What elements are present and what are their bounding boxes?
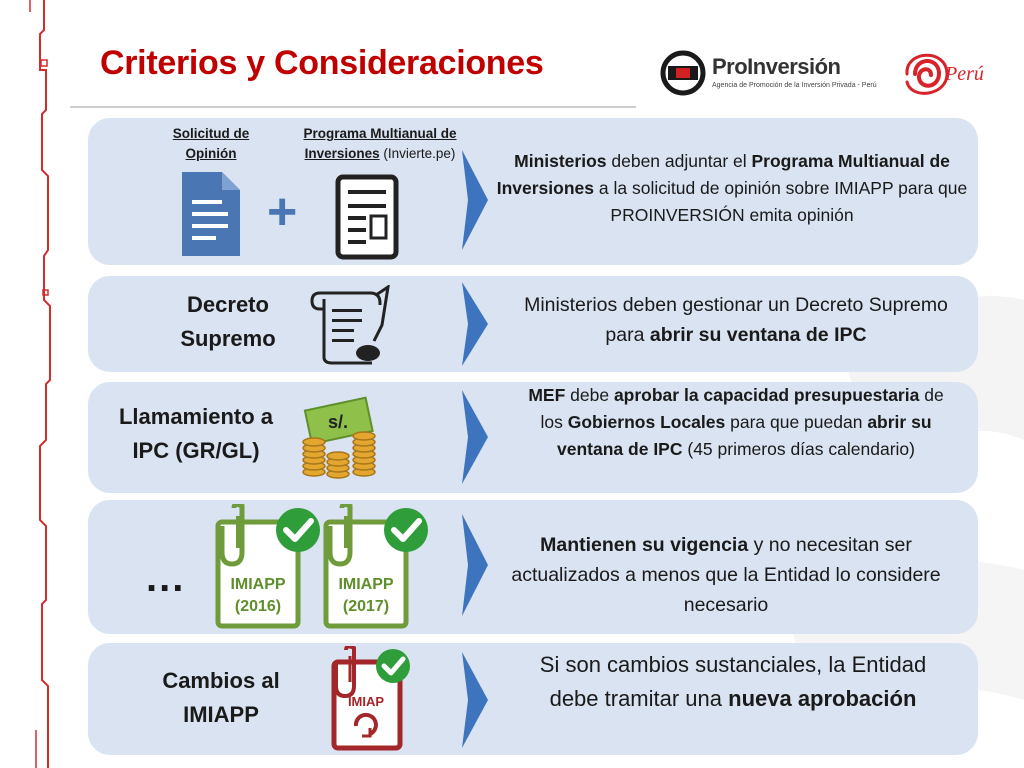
description-segment: (45 primeros días calendario) — [682, 439, 915, 459]
description-segment: debe — [565, 385, 614, 405]
chevron-right-icon — [462, 150, 488, 250]
ellipsis-label: ... — [146, 556, 186, 600]
row4-description — [500, 530, 952, 620]
description-segment: Ministerios deben gestionar un Decreto Supremo para — [524, 294, 948, 346]
chevron-right-icon — [462, 282, 488, 366]
description-segment: nueva aprobación — [728, 686, 917, 711]
imiapp-2017-year: (2017) — [342, 598, 390, 615]
description-segment: de los — [540, 385, 944, 432]
programa-multianual-label: Programa Multianual de Inversiones (Invierte.pe) — [303, 126, 457, 161]
peru-brand-logo — [893, 44, 988, 104]
description-segment: aprobar la capacidad presupuestaria — [613, 385, 920, 405]
description-segment: Ministerios — [514, 151, 607, 171]
description-segment: Gobiernos Locales — [567, 412, 726, 432]
row3-description — [516, 382, 956, 463]
row5-description — [530, 648, 936, 716]
llamamiento-ipc-label: Llamamiento a IPC (GR/GL) — [118, 404, 274, 463]
imiapp-2016-name: IMIAPP — [230, 576, 286, 593]
description-segment: y no necesitan ser actualizados a menos que la Entidad lo considere necesario — [511, 534, 941, 616]
proinversion-logo-tagline: Agencia de Promoción de la Inversión Privada - Perú — [712, 82, 877, 89]
cambios-imiapp-label: Cambios al IMIAPP — [162, 668, 280, 727]
imiapp-2017-name: IMIAPP — [338, 576, 394, 593]
description-segment: abrir su ventana de IPC — [557, 412, 932, 459]
chevron-right-icon — [462, 514, 488, 616]
money-symbol: s/. — [328, 412, 349, 432]
description-segment: Si son cambios sustanciales, la Entidad debe tramitar una — [539, 652, 927, 711]
title-divider — [70, 106, 636, 108]
document-icon — [180, 170, 242, 258]
peru-logo-text: Perú — [945, 63, 984, 85]
page-title: Criterios y Consideraciones — [100, 44, 544, 82]
description-segment: MEF — [528, 385, 566, 405]
imiapp-2016-year: (2016) — [234, 598, 282, 615]
row1-description — [494, 148, 970, 229]
proinversion-logo — [660, 50, 877, 96]
description-segment: abrir su ventana de IPC — [649, 324, 867, 346]
decreto-supremo-label: Decreto Supremo — [180, 292, 276, 351]
row2-description — [520, 290, 952, 350]
imiapp-2017-label — [326, 574, 406, 618]
description-segment: a la solicitud de opinión sobre IMIAPP para que PROINVERSIÓN emita opinión — [594, 178, 968, 225]
imiap-clip-label: IMIAP — [347, 694, 385, 709]
proinversion-emblem-icon — [660, 50, 706, 96]
description-segment: deben adjuntar el — [606, 151, 752, 171]
money-coins-icon — [298, 392, 384, 480]
plus-sign: + — [267, 183, 298, 241]
scroll-decree-icon — [310, 285, 390, 367]
proinversion-logo-name: ProInversión — [712, 54, 841, 79]
description-segment: para que puedan — [725, 412, 868, 432]
description-segment: Programa Multianual de Inversiones — [496, 151, 950, 198]
imiapp-2016-label — [218, 574, 298, 618]
form-document-icon — [335, 174, 399, 260]
chevron-right-icon — [462, 390, 488, 484]
red-border-decoration — [0, 0, 70, 768]
description-segment: Mantienen su vigencia — [540, 534, 749, 556]
solicitud-opinion-label: Solicitud de Opinión — [172, 126, 250, 161]
chevron-right-icon — [462, 652, 488, 748]
